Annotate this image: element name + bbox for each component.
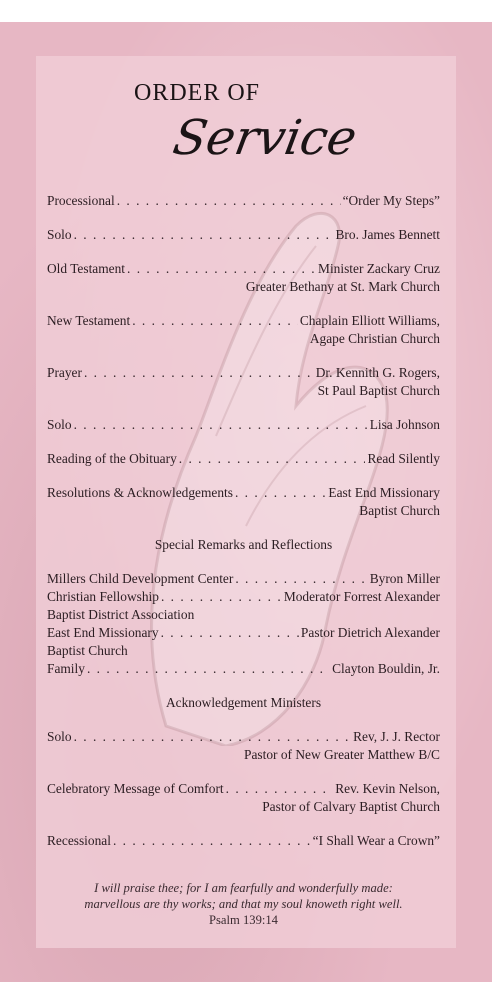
- remark-subline: Baptist Church: [47, 643, 128, 658]
- item-subline: Greater Bethany at St. Mark Church: [245, 279, 440, 294]
- item-value: Bro. James Bennett: [335, 227, 440, 242]
- program-item: [47, 728, 440, 764]
- item-subline: Baptist Church: [359, 503, 440, 518]
- remark-value: Pastor Dietrich Alexander: [300, 625, 440, 640]
- item-value: “Order My Steps”: [342, 193, 440, 208]
- remark-value: Moderator Forrest Alexander: [283, 589, 440, 604]
- program-item: [47, 780, 440, 816]
- item-value: Read Silently: [367, 451, 440, 466]
- dot-leader: [117, 192, 341, 210]
- dot-leader: [235, 484, 326, 502]
- program-item: [47, 226, 440, 244]
- dot-leader: [132, 312, 298, 330]
- title-line-2: Service: [169, 110, 361, 166]
- dot-leader: [87, 660, 330, 678]
- remark-label: East End Missionary: [47, 625, 159, 640]
- remark-label: Millers Child Development Center: [47, 571, 234, 586]
- dot-leader: [127, 260, 316, 278]
- dot-leader: [74, 728, 352, 746]
- item-value: Rev. Kevin Nelson,: [335, 781, 440, 796]
- item-label: Old Testament: [47, 261, 126, 276]
- item-label: Reading of the Obituary: [47, 451, 177, 466]
- item-subline: St Paul Baptist Church: [317, 383, 440, 398]
- item-label: Processional: [47, 193, 115, 208]
- order-of-service-title: [134, 80, 374, 190]
- item-value: Chaplain Elliott Williams,: [299, 313, 440, 328]
- item-value: Rev, J. J. Rector: [353, 729, 440, 744]
- remark-label: Christian Fellowship: [47, 589, 159, 604]
- item-value: East End Missionary: [328, 485, 440, 500]
- quote-line-1: I will praise thee; for I am fearfully and wonderfully made:: [94, 881, 393, 895]
- title-line-1: ORDER OF: [134, 80, 261, 106]
- remark-item: [47, 660, 440, 678]
- remark-item: [47, 624, 440, 660]
- acknowledgement-ministers-heading: Acknowledgement Ministers: [165, 695, 322, 710]
- dot-leader: [235, 570, 367, 588]
- program-item: [47, 364, 440, 400]
- program-item: [47, 484, 440, 520]
- item-label: Resolutions & Acknowledgements: [47, 485, 233, 500]
- quote-line-2: marvellous are thy works; and that my soul knoweth right well.: [84, 897, 403, 911]
- program-item: [47, 416, 440, 434]
- item-label: Solo: [47, 417, 72, 432]
- quote-reference: Psalm 139:14: [209, 913, 278, 927]
- program-item: [47, 192, 440, 210]
- dot-leader: [74, 226, 334, 244]
- remark-label: Family: [47, 661, 85, 676]
- item-subline: Pastor of Calvary Baptist Church: [262, 799, 440, 814]
- program-list: [47, 192, 440, 850]
- item-value: Minister Zackary Cruz: [318, 261, 440, 276]
- item-label: Solo: [47, 729, 72, 744]
- program-item: [47, 832, 440, 850]
- dot-leader: [179, 450, 366, 468]
- dot-leader: [161, 624, 299, 642]
- remark-item: [47, 570, 440, 588]
- item-label: Prayer: [47, 365, 82, 380]
- program-item: [47, 260, 440, 296]
- item-label: Recessional: [47, 833, 111, 848]
- item-label: Solo: [47, 227, 72, 242]
- item-subline: Pastor of New Greater Matthew B/C: [244, 747, 440, 762]
- remark-value: Clayton Bouldin, Jr.: [332, 661, 440, 676]
- scripture-quote: [47, 880, 440, 928]
- item-label: New Testament: [47, 313, 131, 328]
- item-label: Celebratory Message of Comfort: [47, 781, 224, 796]
- program-item: [47, 312, 440, 348]
- dot-leader: [84, 364, 314, 382]
- remark-subline: Baptist District Association: [47, 607, 195, 622]
- remark-value: Byron Miller: [369, 571, 440, 586]
- item-subline: Agape Christian Church: [309, 331, 440, 346]
- item-value: Lisa Johnson: [369, 417, 440, 432]
- dot-leader: [161, 588, 282, 606]
- dot-leader: [226, 780, 334, 798]
- item-value: “I Shall Wear a Crown”: [312, 833, 440, 848]
- dot-leader: [113, 832, 311, 850]
- program-item: [47, 450, 440, 468]
- special-remarks-heading: Special Remarks and Reflections: [154, 537, 333, 552]
- dot-leader: [74, 416, 368, 434]
- remark-item: [47, 588, 440, 624]
- item-value: Dr. Kennith G. Rogers,: [315, 365, 440, 380]
